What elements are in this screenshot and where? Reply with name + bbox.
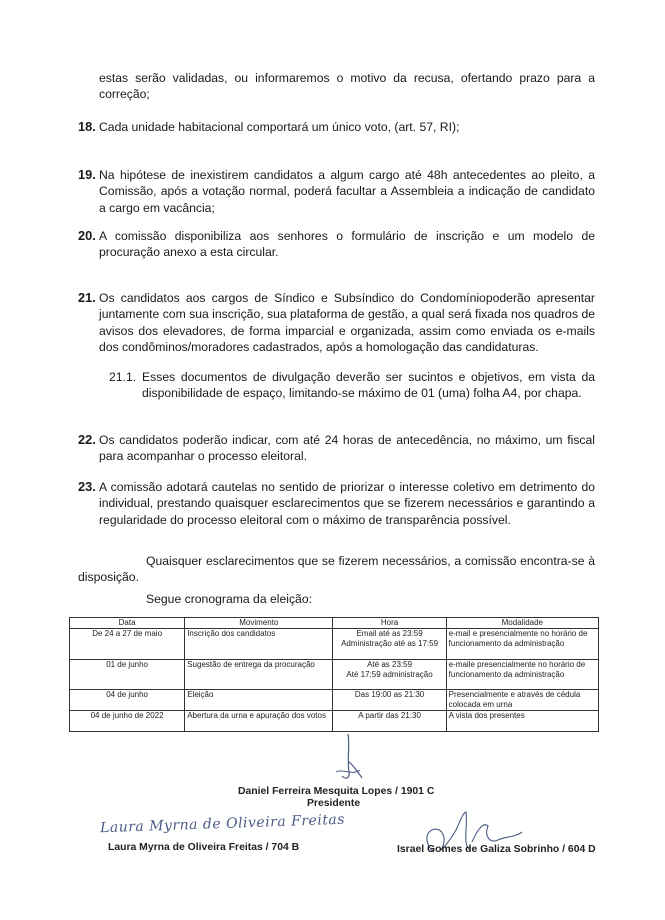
item-text: Os candidatos poderão indicar, com até 24 horas de antecedência, no máximo, um fiscal para acompanhar o processo eleitoral. [99,433,595,464]
item-17-continuation: estas serão validadas, ou informaremos o motivo da recusa, ofertando prazo para a correção; [99,71,595,102]
cell-time: A partir das 21:30 [333,711,446,732]
schedule-table [69,617,599,732]
table-row [70,660,599,690]
cell-date: 04 de junho de 2022 [70,711,185,732]
member1-name: Laura Myrna de Oliveira Freitas / 704 B [108,842,300,853]
cell-movement: Eleição [185,690,333,711]
item-number: 19. [78,167,96,182]
cell-date: De 24 a 27 de maio [70,629,185,660]
cell-movement: Inscrição dos candidatos [185,629,333,660]
closing-paragraph: Quaisquer esclarecimentos que se fizerem necessários, a comissão encontra-se à disposição. [78,554,595,585]
item-number: 20. [78,228,96,243]
item-18 [78,119,595,135]
item-text: Na hipótese de inexistirem candidatos a algum cargo até 48h antecedentes ao pleito, a Comissão, após a votação normal, poderá facultar a Assembleia a indicação de candidato a cargo em vacância; [99,168,595,215]
cell-time: Até as 23:59 Até 17:59 administração [333,660,446,690]
item-number: 23. [78,479,96,494]
cell-modality: e-maile presencialmente no horário de funcionamento da administração [446,660,598,690]
header-date: Data [70,618,185,629]
item-text: Os candidatos aos cargos de Síndico e Subsíndico do Condomíniopoderão apresentar juntamente com sua inscrição, sua plataforma de gestão, a qual será fixada nos quadros de avisos dos elevadores, de forma imparcial e organizada, assim como enviada os e-mails dos condôminos/moradores cadastrados, após a homologação das candidaturas. [99,291,595,355]
header-modality: Modalidade [446,618,598,629]
item-text: Esses documentos de divulgação deverão ser sucintos e objetivos, em vista da disponibilidade de espaço, limitando-se máximo de 01 (uma) folha A4, por chapa. [142,370,595,401]
header-movement: Movimento [185,618,333,629]
table-row [70,690,599,711]
header-time: Hora [333,618,446,629]
cell-time: Email até as 23:59 Administração até as 17:59 [333,629,446,660]
cell-date: 01 de junho [70,660,185,690]
item-21 [78,290,595,356]
item-text: A comissão adotará cautelas no sentido de priorizar o interesse coletivo em detrimento do individual, prestando quaisquer esclarecimentos que se fizerem necessários e garantindo a regularidade do processo eleitoral com o máximo de transparência possível. [99,480,595,527]
item-number: 21.1. [109,370,137,384]
item-20 [78,228,595,261]
table-row [70,629,599,660]
president-name: Daniel Ferreira Mesquita Lopes / 1901 C [238,786,435,797]
table-row [70,711,599,732]
item-22 [78,432,595,465]
item-text: A comissão disponibiliza aos senhores o formulário de inscrição e um modelo de procuração anexo a esta circular. [99,229,595,260]
cell-modality: e-mail e presencialmente no horário de funcionamento da administração [446,629,598,660]
item-19 [78,167,595,216]
item-23 [78,479,595,528]
president-role: Presidente [307,798,361,809]
schedule-intro: Segue cronograma da eleição: [146,592,312,606]
item-number: 22. [78,432,96,447]
item-21-1 [109,369,595,402]
table-header-row [70,618,599,629]
item-number: 18. [78,119,96,134]
handwritten-signature: Laura Myrna de Oliveira Freitas [99,811,346,837]
cell-modality: A vista dos presentes [446,711,598,732]
cell-time: Das 19:00 as 21:30 [333,690,446,711]
item-text: Cada unidade habitacional comportará um único voto, (art. 57, RI); [99,120,460,134]
cell-movement: Abertura da urna e apuração dos votos [185,711,333,732]
item-number: 21. [78,290,96,305]
cell-date: 04 de junho [70,690,185,711]
cell-modality: Presencialmente e através de cédula colocada em urna [446,690,598,711]
president-signature-icon [328,732,372,784]
cell-movement: Sugestão de entrega da procuração [185,660,333,690]
member2-name: Israel Gomes de Galiza Sobrinho / 604 D [397,844,596,855]
